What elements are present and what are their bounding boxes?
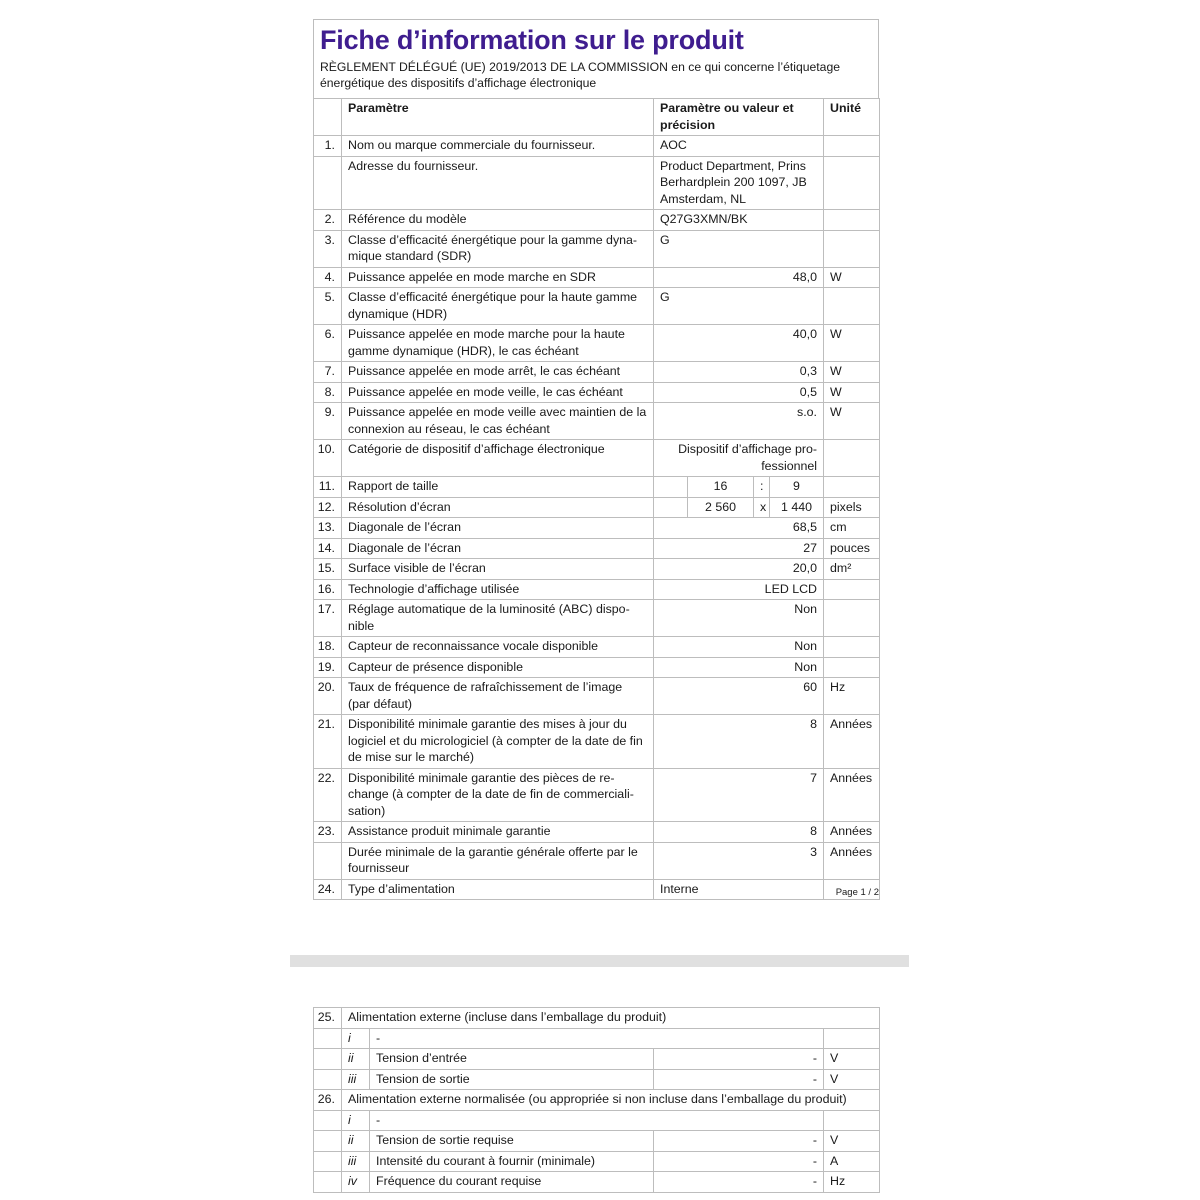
- table-row: [314, 136, 880, 157]
- sub-unit: Hz: [824, 1172, 880, 1193]
- row-number: 22.: [314, 768, 342, 822]
- row-label: Assistance produit minimale garantie: [342, 822, 654, 843]
- row-value: Dispositif d’affichage pro-fessionnel: [654, 440, 824, 477]
- power-type-row: [314, 879, 880, 900]
- sub-value: -: [654, 1151, 824, 1172]
- row-value: 0,3: [654, 362, 824, 383]
- table-row: [314, 657, 880, 678]
- sub-row: [314, 1069, 880, 1090]
- row-unit: [824, 637, 880, 658]
- row-value: 60: [654, 678, 824, 715]
- row-unit: [824, 136, 880, 157]
- product-sheet-page-2: [313, 1007, 879, 1193]
- row-number: 16.: [314, 579, 342, 600]
- row-label: Technologie d’affichage utilisée: [342, 579, 654, 600]
- row-label: Résolution d’écran: [342, 497, 654, 518]
- row-value: 0,5: [654, 382, 824, 403]
- aspect-row: [314, 477, 880, 498]
- row-spacer: [654, 497, 688, 518]
- row-value: G: [654, 288, 824, 325]
- table-row: [314, 403, 880, 440]
- table-row: [314, 325, 880, 362]
- sub-unit: V: [824, 1069, 880, 1090]
- row-number: 8.: [314, 382, 342, 403]
- row-value: Product Department, Prins Berhardplein 200 1097, JB Amsterdam, NL: [654, 156, 824, 210]
- aspect-second-value: 9: [770, 477, 824, 498]
- table-row: [314, 715, 880, 769]
- sub-index: i: [342, 1110, 370, 1131]
- row-number: 18.: [314, 637, 342, 658]
- sub-index: iii: [342, 1151, 370, 1172]
- sub-label: -: [370, 1110, 824, 1131]
- row-label: Durée minimale de la garantie générale offerte par le fournisseur: [342, 842, 654, 879]
- table-row: [314, 637, 880, 658]
- row-number: 1.: [314, 136, 342, 157]
- resolution-separator: x: [754, 497, 770, 518]
- row-number: 21.: [314, 715, 342, 769]
- row-number: 12.: [314, 497, 342, 518]
- row-value: s.o.: [654, 403, 824, 440]
- row-label: Taux de fréquence de rafraîchissement de l’image (par défaut): [342, 678, 654, 715]
- sub-label: Tension de sortie requise: [370, 1131, 654, 1152]
- row-number: 20.: [314, 678, 342, 715]
- sub-label: Tension d’entrée: [370, 1049, 654, 1070]
- page-title: Fiche d’information sur le produit: [320, 25, 744, 55]
- row-number: 13.: [314, 518, 342, 539]
- row-number: 23.: [314, 822, 342, 843]
- sub-index: i: [342, 1028, 370, 1049]
- aspect-first-value: 16: [688, 477, 754, 498]
- page-divider: [290, 955, 909, 967]
- sheet-header: [313, 19, 879, 98]
- row-value: LED LCD: [654, 579, 824, 600]
- regulation-subtitle: RÈGLEMENT DÉLÉGUÉ (UE) 2019/2013 DE LA COMMISSION en ce qui concerne l’étiquetage énergétique des dispositifs d’affichage électronique: [320, 60, 841, 90]
- row-unit: dm²: [824, 559, 880, 580]
- table-header-row: [314, 99, 880, 136]
- row-value: 27: [654, 538, 824, 559]
- row-label: Diagonale de l’écran: [342, 538, 654, 559]
- table-row: [314, 156, 880, 210]
- sub-value: -: [654, 1131, 824, 1152]
- sub-indent: [314, 1069, 342, 1090]
- row-value: 68,5: [654, 518, 824, 539]
- header-param: Paramètre: [342, 99, 654, 136]
- sub-index: ii: [342, 1131, 370, 1152]
- row-number: 9.: [314, 403, 342, 440]
- row-label: Nom ou marque commerciale du fournisseur.: [342, 136, 654, 157]
- resolution-first-value: 2 560: [688, 497, 754, 518]
- sub-unit: [824, 1028, 880, 1049]
- sub-row: [314, 1028, 880, 1049]
- sub-row: [314, 1172, 880, 1193]
- row-value: Q27G3XMN/BK: [654, 210, 824, 231]
- table-row: [314, 288, 880, 325]
- row-label: Puissance appelée en mode marche pour la haute gamme dynamique (HDR), le cas échéant: [342, 325, 654, 362]
- sub-unit: [824, 1110, 880, 1131]
- row-value: 7: [654, 768, 824, 822]
- row-label: Rapport de taille: [342, 477, 654, 498]
- row-label: Puissance appelée en mode veille avec maintien de la connexion au réseau, le cas échéant: [342, 403, 654, 440]
- sub-indent: [314, 1110, 342, 1131]
- sub-indent: [314, 1131, 342, 1152]
- table-row: [314, 559, 880, 580]
- row-label: Réglage automatique de la luminosité (ABC) dispo-nible: [342, 600, 654, 637]
- sub-label: Tension de sortie: [370, 1069, 654, 1090]
- sub-label: Intensité du courant à fournir (minimale): [370, 1151, 654, 1172]
- row-number: [314, 842, 342, 879]
- row-unit: [824, 477, 880, 498]
- header-value: Paramètre ou valeur et précision: [654, 99, 824, 136]
- table-row: [314, 842, 880, 879]
- sub-index: iii: [342, 1069, 370, 1090]
- row-label: Puissance appelée en mode marche en SDR: [342, 267, 654, 288]
- row-number: 14.: [314, 538, 342, 559]
- row-label: Puissance appelée en mode arrêt, le cas échéant: [342, 362, 654, 383]
- row-label: Alimentation externe normalisée (ou appropriée si non incluse dans l’emballage du produit): [342, 1090, 880, 1111]
- row-unit: W: [824, 362, 880, 383]
- row-label: Type d’alimentation: [342, 879, 654, 900]
- row-number: 3.: [314, 230, 342, 267]
- sub-indent: [314, 1049, 342, 1070]
- row-number: 15.: [314, 559, 342, 580]
- sub-unit: V: [824, 1049, 880, 1070]
- row-number: 2.: [314, 210, 342, 231]
- table-row: [314, 600, 880, 637]
- table-row: [314, 538, 880, 559]
- row-number: 25.: [314, 1008, 342, 1029]
- row-label: Alimentation externe (incluse dans l’emballage du produit): [342, 1008, 880, 1029]
- row-unit: Années: [824, 822, 880, 843]
- row-value: 20,0: [654, 559, 824, 580]
- row-value: 8: [654, 715, 824, 769]
- row-unit: Hz: [824, 678, 880, 715]
- sub-unit: A: [824, 1151, 880, 1172]
- sub-unit: V: [824, 1131, 880, 1152]
- row-unit: pixels: [824, 497, 880, 518]
- sub-row: [314, 1049, 880, 1070]
- row-unit: W: [824, 403, 880, 440]
- row-unit: W: [824, 382, 880, 403]
- table-row: [314, 678, 880, 715]
- row-value: 3: [654, 842, 824, 879]
- row-unit: [824, 600, 880, 637]
- row-number: 4.: [314, 267, 342, 288]
- table-row: [314, 267, 880, 288]
- row-label: Diagonale de l’écran: [342, 518, 654, 539]
- row-label: Surface visible de l’écran: [342, 559, 654, 580]
- row-unit: [824, 230, 880, 267]
- table-body: [314, 136, 880, 900]
- row-unit: [824, 156, 880, 210]
- product-sheet-page-1: [313, 19, 879, 900]
- row-number: 26.: [314, 1090, 342, 1111]
- sub-value: -: [654, 1069, 824, 1090]
- table-row: [314, 579, 880, 600]
- row-unit: W: [824, 325, 880, 362]
- row-label: Classe d’efficacité énergétique pour la gamme dyna-mique standard (SDR): [342, 230, 654, 267]
- table-row: [314, 518, 880, 539]
- row-unit: cm: [824, 518, 880, 539]
- row-value: Interne: [654, 879, 824, 900]
- row-number: [314, 156, 342, 210]
- resolution-row: [314, 497, 880, 518]
- row-label: Classe d’efficacité énergétique pour la haute gamme dynamique (HDR): [342, 288, 654, 325]
- row-unit: [824, 288, 880, 325]
- table-row: [314, 362, 880, 383]
- header-unit: Unité: [824, 99, 880, 136]
- row-unit: Années: [824, 842, 880, 879]
- row-value: Non: [654, 600, 824, 637]
- row-unit: Années: [824, 768, 880, 822]
- row-label: Capteur de présence disponible: [342, 657, 654, 678]
- table-row: [314, 210, 880, 231]
- row-label: Adresse du fournisseur.: [342, 156, 654, 210]
- sub-index: iv: [342, 1172, 370, 1193]
- table-row: [314, 230, 880, 267]
- row-label: Disponibilité minimale garantie des mises à jour du logiciel et du micrologiciel (à compter de la date de fin de mise sur le marché): [342, 715, 654, 769]
- row-number: 17.: [314, 600, 342, 637]
- row-unit: W: [824, 267, 880, 288]
- sub-index: ii: [342, 1049, 370, 1070]
- row-unit: [824, 657, 880, 678]
- sub-label: -: [370, 1028, 824, 1049]
- row-number: 7.: [314, 362, 342, 383]
- row26-header: [314, 1090, 880, 1111]
- row-value: 40,0: [654, 325, 824, 362]
- row-unit: [824, 440, 880, 477]
- row-value: Non: [654, 637, 824, 658]
- row-label: Capteur de reconnaissance vocale disponible: [342, 637, 654, 658]
- sub-label: Fréquence du courant requise: [370, 1172, 654, 1193]
- row-value: Non: [654, 657, 824, 678]
- table-row: [314, 382, 880, 403]
- row25-header: [314, 1008, 880, 1029]
- page-number: Page 1 / 2: [835, 887, 879, 898]
- row-number: 19.: [314, 657, 342, 678]
- row-number: 11.: [314, 477, 342, 498]
- row-value: G: [654, 230, 824, 267]
- aspect-separator: :: [754, 477, 770, 498]
- sub-row: [314, 1131, 880, 1152]
- row-unit: [824, 579, 880, 600]
- sub-value: -: [654, 1172, 824, 1193]
- row-label: Catégorie de dispositif d’affichage électronique: [342, 440, 654, 477]
- row-number: 10.: [314, 440, 342, 477]
- row-label: Référence du modèle: [342, 210, 654, 231]
- sub-row: [314, 1110, 880, 1131]
- row-number: 24.: [314, 879, 342, 900]
- parameter-table: [313, 98, 880, 900]
- row-value: 8: [654, 822, 824, 843]
- row-label: Puissance appelée en mode veille, le cas échéant: [342, 382, 654, 403]
- row-unit: [824, 210, 880, 231]
- row-value: AOC: [654, 136, 824, 157]
- power-supply-body: [314, 1008, 880, 1193]
- row-value: 48,0: [654, 267, 824, 288]
- row-number: 6.: [314, 325, 342, 362]
- table-row: [314, 440, 880, 477]
- row-spacer: [654, 477, 688, 498]
- sub-indent: [314, 1172, 342, 1193]
- table-row: [314, 768, 880, 822]
- header-num-cell: [314, 99, 342, 136]
- resolution-second-value: 1 440: [770, 497, 824, 518]
- sub-indent: [314, 1151, 342, 1172]
- row-label: Disponibilité minimale garantie des pièces de re-change (à compter de la date de fin de commerciali-sation): [342, 768, 654, 822]
- table-row: [314, 822, 880, 843]
- power-supply-table: [313, 1007, 880, 1193]
- row-number: 5.: [314, 288, 342, 325]
- row-unit: pouces: [824, 538, 880, 559]
- sub-indent: [314, 1028, 342, 1049]
- sub-row: [314, 1151, 880, 1172]
- sub-value: -: [654, 1049, 824, 1070]
- row-unit: Années: [824, 715, 880, 769]
